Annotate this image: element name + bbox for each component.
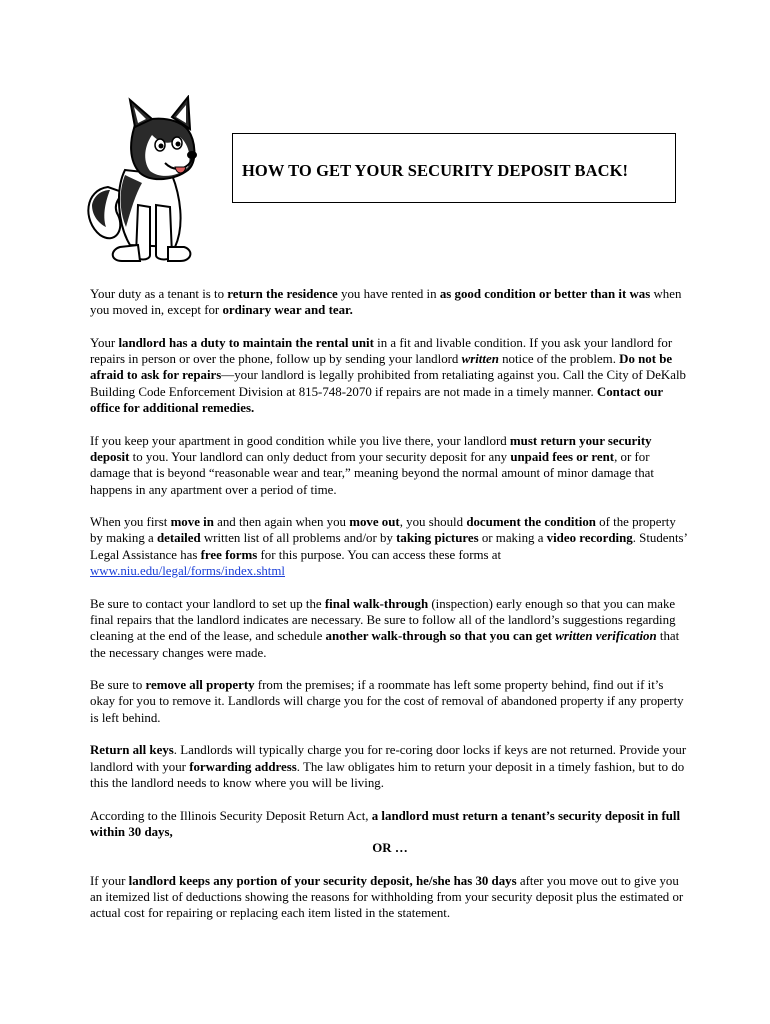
page-title: HOW TO GET YOUR SECURITY DEPOSIT BACK! (242, 161, 629, 180)
document-body (90, 286, 690, 938)
paragraph-good-condition: If you keep your apartment in good condition while you live there, your landlord must return your security deposit to you. Your landlord can only deduct from your security deposit for any unpaid fees or rent, or for damage that is beyond “reasonable wear and tear,” meaning beyond the normal amount of minor damage that happens in any apartment over a period of time. (90, 433, 654, 497)
paragraph-document-condition: When you first move in and then again when you move out, you should document the condition of the property by making a detailed written list of all problems and/or by taking pictures or making a video recording. Students’ Legal Assistance has free forms for this purpose. You can access these forms at www.niu.edu/legal/forms/index.shtml (90, 515, 687, 579)
forms-link[interactable]: www.niu.edu/legal/forms/index.shtml (90, 564, 286, 579)
paragraph-remove-property: Be sure to remove all property from the premises; if a roommate has left some property behind, find out if it’s okay for you to remove it. Landlords will charge you for the cost of removal of abandoned property if any property is left behind. (90, 678, 684, 725)
paragraph-deposit-act: According to the Illinois Security Deposit Return Act, a landlord must return a tenant’s security deposit in full within 30 days, (90, 808, 681, 839)
paragraph-deductions: If your landlord keeps any portion of your security deposit, he/she has 30 days after you move out to give you an itemized list of deductions showing the reasons for withholding from your security deposit plus the estimated or actual cost for repairing or replacing each item listed in the statement. (90, 873, 684, 921)
paragraph-return-keys: Return all keys. Landlords will typically charge you for re-coring door locks if keys are not returned. Provide your landlord with your forwarding address. The law obligates him to return your deposit in a timely fashion, but to do this the landlord needs to know where you will be living. (90, 743, 687, 790)
or-divider: OR … (372, 841, 408, 856)
paragraph-tenant-duty: Your duty as a tenant is to return the residence you have rented in as good condition or better than it was when you moved in, except for ordinary wear and tear. (90, 287, 682, 318)
title-box (232, 133, 676, 203)
paragraph-landlord-duty: Your landlord has a duty to maintain the rental unit in a fit and livable condition. If you ask your landlord for repairs in person or over the phone, follow up by sending your landlord written notice of the problem. Do not be afraid to ask for repairs—your landlord is legally prohibited from retaliating against you. Call the City of DeKalb Building Code Enforcement Division at 815-748-2070 if repairs are not made in a timely manner. Contact our office for additional remedies. (90, 335, 686, 416)
husky-mascot-illustration (80, 95, 230, 270)
paragraph-walk-through: Be sure to contact your landlord to set up the final walk-through (inspection) early enough so that you can make final repairs that the landlord indicates are necessary. Be sure to follow all of the landlord’s suggestions regarding cleaning at the end of the lease, and schedule another walk-through so that you can get written verification that the necessary changes were made. (90, 596, 680, 660)
